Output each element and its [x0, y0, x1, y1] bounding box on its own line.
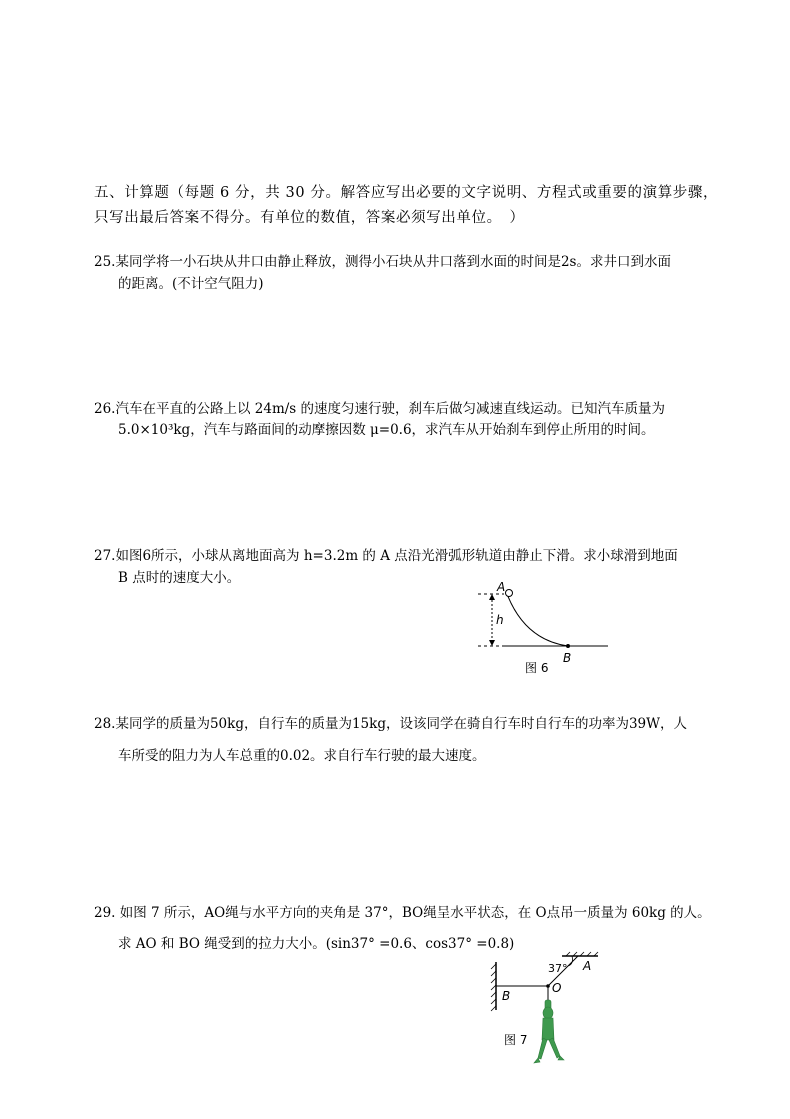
fig6-ball [506, 590, 513, 597]
fig7-label-b: B [502, 989, 511, 1003]
question-25-line2: 的距离。(不计空气阻力) [118, 276, 264, 292]
question-26-line2: 5.0×10³kg，汽车与路面间的动摩擦因数 μ=0.6，求汽车从开始刹车到停止所用的时间。 [118, 422, 655, 438]
fig6-point-b [566, 644, 570, 648]
question-27-line1: 27.如图6所示，小球从离地面高为 h=3.2m 的 A 点沿光滑弧形轨道由静止下滑。求小球滑到地面 [94, 548, 678, 564]
section-heading-line1: 五、计算题（每题 6 分，共 30 分。解答应写出必要的文字说明、方程式或重要的演算步骤， [94, 185, 719, 201]
fig6-label-a: A [497, 580, 506, 594]
fig6-arrow-down [489, 640, 495, 646]
question-27-line2: B 点时的速度大小。 [118, 570, 241, 586]
fig7-label-a: A [583, 959, 592, 973]
section-heading-line2: 只写出最后答案不得分。有单位的数值，答案必须写出单位。 ） [94, 210, 525, 226]
fig7-angle-arc [568, 956, 573, 966]
fig6-arc-track [507, 594, 568, 646]
fig7-caption: 图 7 [504, 1033, 528, 1047]
question-26-line1: 26.汽车在平直的公路上以 24m/s 的速度匀速行驶，刹车后做匀减速直线运动。已知汽车质量为 [94, 401, 666, 417]
question-25-line1: 25.某同学将一小石块从井口由静止释放，测得小石块从井口落到水面的时间是2s。求井口到水面 [94, 254, 671, 270]
fig6-label-h: h [496, 613, 504, 627]
question-28-line2: 车所受的阻力为人车总重的0.02。求自行车行驶的最大速度。 [118, 748, 486, 764]
question-29-line2: 求 AO 和 BO 绳受到的拉力大小。(sin37° =0.6、cos37° =0.8) [118, 936, 515, 952]
fig7-label-angle: 37° [548, 962, 568, 975]
fig7-label-o: O [552, 981, 562, 995]
fig6-label-b: B [563, 651, 572, 665]
figure-7 [488, 950, 618, 1075]
fig6-arrow-up [489, 594, 495, 600]
question-28-line1: 28.某同学的质量为50kg，自行车的质量为15kg，设该同学在骑自行车时自行车的功率为39W，人 [94, 716, 688, 732]
figure-6 [470, 580, 620, 680]
fig7-hanging-person [534, 1000, 564, 1063]
question-29-line1: 29. 如图 7 所示，AO绳与水平方向的夹角是 37°，BO绳呈水平状态，在 O点吊一质量为 60kg 的人。 [94, 905, 711, 921]
fig7-point-o [546, 984, 550, 988]
fig6-caption: 图 6 [525, 661, 549, 675]
